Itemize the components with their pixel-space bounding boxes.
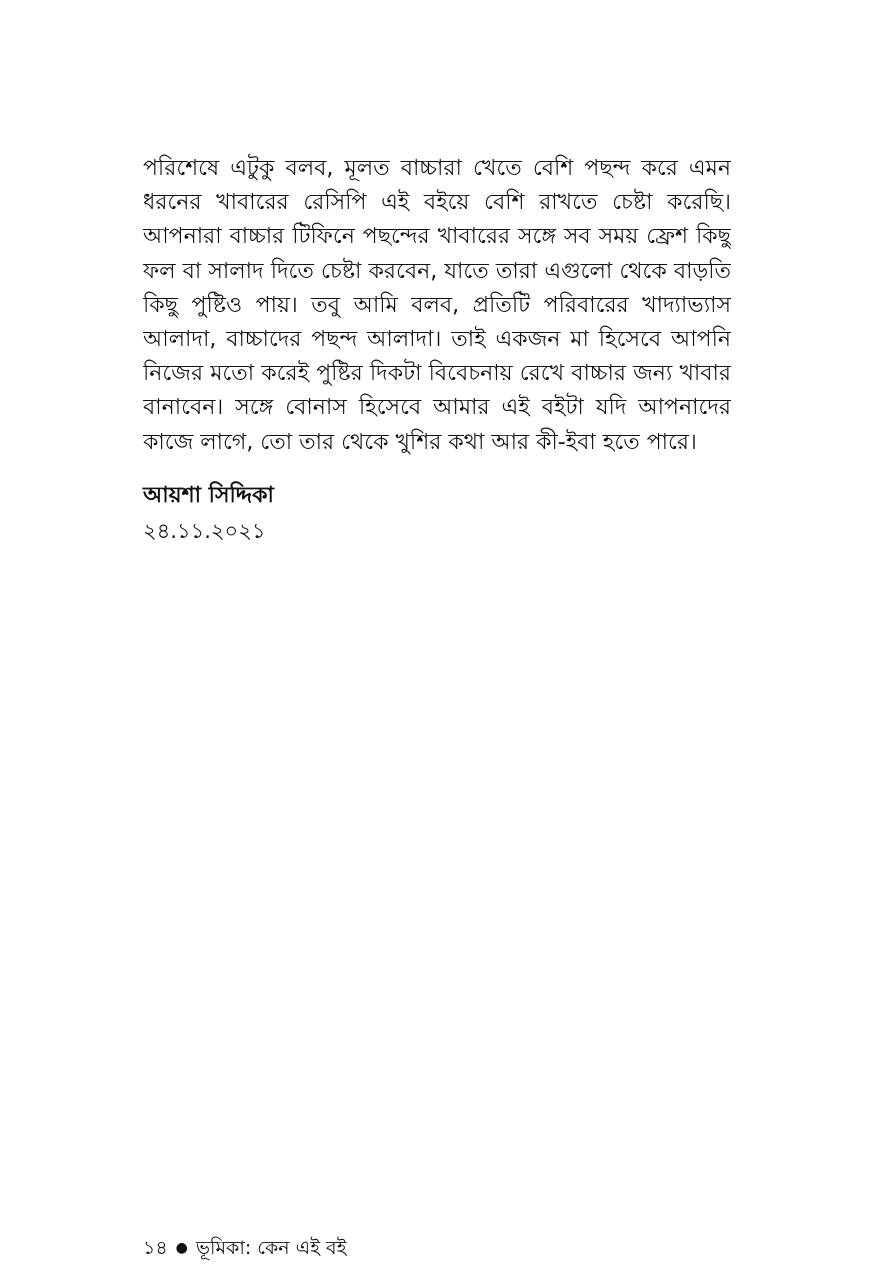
- signature-date: ২৪.১১.২০২১: [143, 519, 266, 543]
- paragraph-line: কাজে লাগে, তো তার থেকে খুশির কথা আর কী-ইবা হতে পারে।: [143, 429, 697, 455]
- paragraph-line: কিছু পুষ্টিও পায়। তবু আমি বলব, প্রতিটি পরিবারের খাদ্যাভ্যাস: [143, 292, 731, 318]
- page-footer: [143, 1235, 347, 1261]
- paragraph-line: আপনারা বাচ্চার টিফিনে পছন্দের খাবারের সঙ্গে সব সময় ফ্রেশ কিছু: [143, 224, 731, 250]
- paragraph-line: ফল বা সালাদ দিতে চেষ্টা করবেন, যাতে তারা এগুলো থেকে বাড়তি: [143, 258, 731, 284]
- paragraph-line: পরিশেষে এটুকু বলব, মূলত বাচ্চারা খেতে বেশি পছন্দ করে এমন: [143, 156, 731, 181]
- running-title: ভূমিকা: কেন এই বই: [195, 1237, 347, 1259]
- author-signature: আয়শা সিদ্দিকা: [143, 483, 274, 508]
- bullet-separator: ●: [175, 1240, 188, 1256]
- paragraph-line: নিজের মতো করেই পুষ্টির দিকটা বিবেচনায় রেখে বাচ্চার জন্য খাবার: [143, 361, 731, 387]
- paragraph-line: ধরনের খাবারের রেসিপি এই বইয়ে বেশি রাখতে চেষ্টা করেছি।: [143, 190, 731, 216]
- paragraph-line: আলাদা, বাচ্চাদের পছন্দ আলাদা। তাই একজন মা হিসেবে আপনি: [143, 327, 731, 353]
- paragraph-line: বানাবেন। সঙ্গে বোনাস হিসেবে আমার এই বইটা যদি আপনাদের: [143, 395, 731, 421]
- page-number: ১৪: [143, 1237, 168, 1259]
- closing-paragraph: [143, 152, 731, 460]
